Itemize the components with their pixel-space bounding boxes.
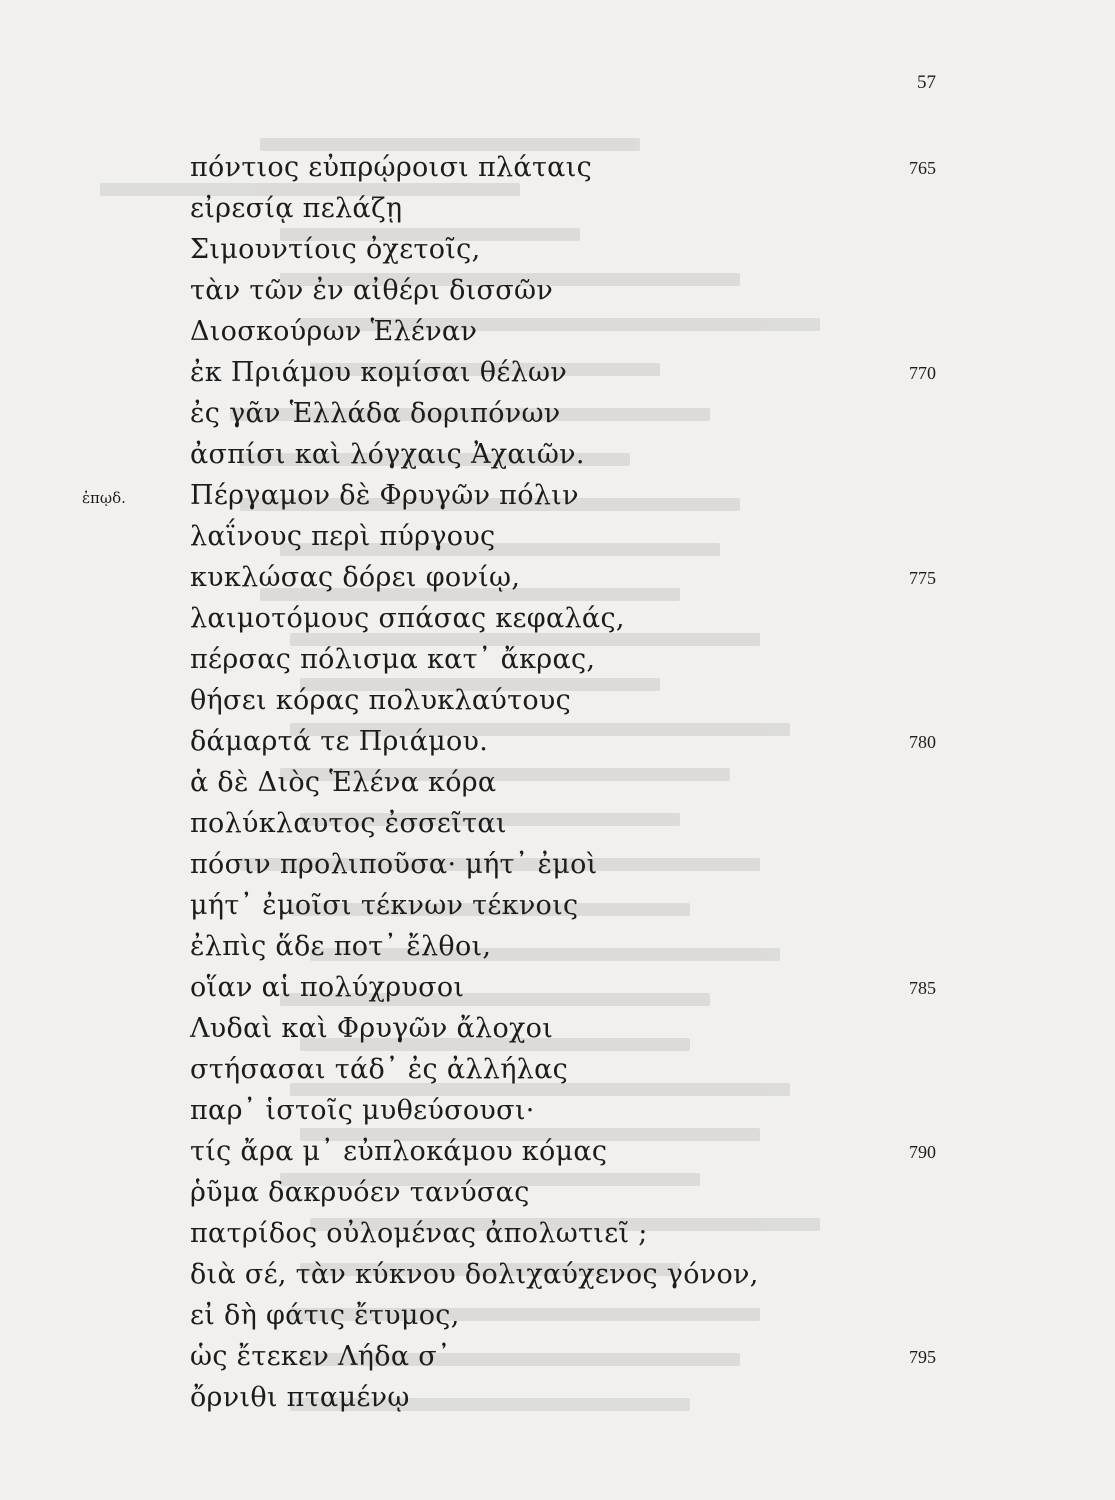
verse-line: πατρίδος οὐλομένας ἀπολωτιεῖ ; — [190, 1218, 648, 1249]
verse-line: λαΐνους περὶ πύργους — [190, 521, 496, 552]
verse-line: τίς ἄρα μ᾽ εὐπλοκάμου κόμας — [190, 1136, 608, 1167]
line-number: 785 — [909, 978, 936, 998]
verse-line: πόντιος εὐπρῴροισι πλάταις — [190, 152, 593, 183]
verse-line: εἰρεσίᾳ πελάζῃ — [190, 193, 403, 224]
verse-line: παρ᾽ ἱστοῖς μυθεύσουσι· — [190, 1095, 535, 1126]
verse-line: πέρσας πόλισμα κατ᾽ ἄκρας, — [190, 644, 596, 675]
line-number: 765 — [909, 158, 936, 178]
page-number: 57 — [917, 72, 936, 93]
verse-line: κυκλώσας δόρει φονίῳ, — [190, 562, 521, 593]
verse-line: Διοσκούρων Ἑλέναν — [190, 316, 478, 347]
line-number: 790 — [909, 1142, 936, 1162]
epode-label: ἐπῳδ. — [82, 489, 126, 507]
line-number: 775 — [909, 568, 936, 588]
line-number: 795 — [909, 1347, 936, 1367]
verse-line: πολύκλαυτος ἐσσεῖται — [190, 808, 507, 839]
verse-line: ὄρνιθι πταμένῳ — [190, 1382, 410, 1413]
verse-line: Λυδαὶ καὶ Φρυγῶν ἄλοχοι — [190, 1013, 554, 1044]
verse-line: στήσασαι τάδ᾽ ἐς ἀλλήλας — [190, 1054, 569, 1085]
verse-line: δάμαρτά τε Πριάμου. — [190, 726, 489, 757]
verse-line: ἁ δὲ Διὸς Ἑλένα κόρα — [190, 767, 497, 798]
verse-line: ἐκ Πριάμου κομίσαι θέλων — [190, 357, 568, 388]
line-number: 770 — [909, 363, 936, 383]
verse-line: εἰ δὴ φάτις ἔτυμος, — [190, 1300, 460, 1331]
verse-line: θήσει κόρας πολυκλαύτους — [190, 685, 572, 716]
verse-line: ἐλπὶς ἅδε ποτ᾽ ἔλθοι, — [190, 931, 492, 962]
verse-line: πόσιν προλιποῦσα· μήτ᾽ ἐμοὶ — [190, 849, 598, 880]
verse-line: τὰν τῶν ἐν αἰθέρι δισσῶν — [190, 275, 554, 306]
verse-line: οἵαν αἱ πολύχρυσοι — [190, 972, 465, 1003]
verse-line: Πέργαμον δὲ Φρυγῶν πόλιν — [190, 480, 579, 511]
verse-line: λαιμοτόμους σπάσας κεφαλάς, — [190, 603, 625, 634]
verse-line: ὡς ἔτεκεν Λήδα σ᾽ — [190, 1341, 451, 1372]
verse-line: ἐς γᾶν Ἑλλάδα δοριπόνων — [190, 398, 561, 429]
verse-line: ἀσπίσι καὶ λόγχαις Ἀχαιῶν. — [190, 439, 585, 470]
verse-line: μήτ᾽ ἐμοῖσι τέκνων τέκνοις — [190, 890, 579, 921]
verse-line: διὰ σέ, τὰν κύκνου δολιχαύχενος γόνον, — [190, 1259, 759, 1290]
verse-line: ῥῦμα δακρυόεν τανύσας — [190, 1177, 530, 1208]
line-number: 780 — [909, 732, 936, 752]
verse-line: Σιμουντίοις ὀχετοῖς, — [190, 234, 481, 265]
